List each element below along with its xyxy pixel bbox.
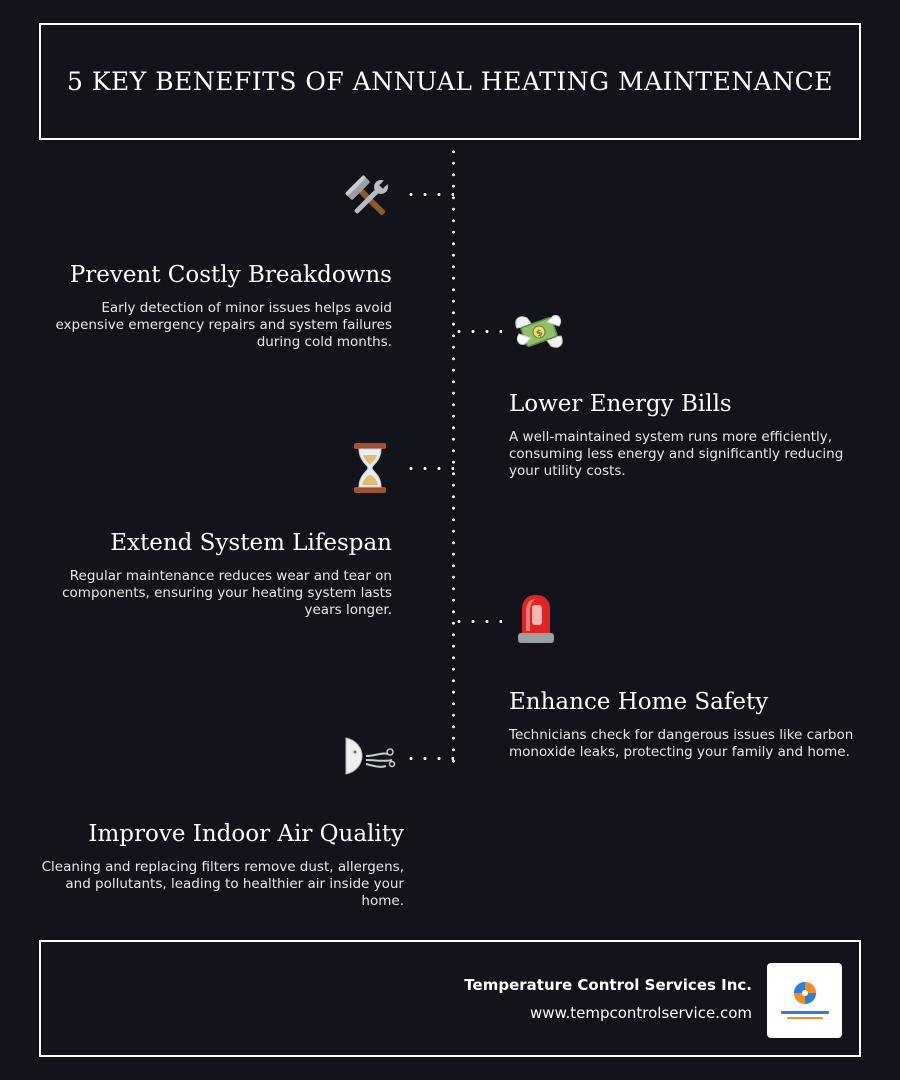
benefit-lower-energy-bills [509, 391, 859, 480]
benefit-description: Technicians check for dangerous issues like carbon monoxide leaks, protecting your family and home. [509, 727, 854, 760]
title-banner [39, 23, 861, 140]
connector-3 [404, 467, 454, 470]
benefit-description: Cleaning and replacing filters remove dust, allergens, and pollutants, leading to healthier air inside your home. [41, 859, 404, 909]
company-logo-icon [767, 963, 842, 1038]
benefit-description: A well-maintained system runs more efficiently, consuming less energy and significantly reducing your utility costs. [509, 429, 844, 479]
timeline-line [452, 146, 455, 764]
company-name: Temperature Control Services Inc. [464, 976, 752, 994]
company-website-link[interactable]: www.tempcontrolservice.com [530, 1004, 752, 1022]
hammer-wrench-icon [341, 171, 397, 227]
wind-face-icon [341, 728, 397, 784]
benefit-air-quality [40, 821, 404, 910]
benefit-home-safety [509, 689, 861, 761]
benefit-heading: Prevent Costly Breakdowns [69, 262, 392, 288]
benefit-heading: Extend System Lifespan [110, 530, 392, 556]
connector-2 [452, 330, 502, 333]
benefit-heading: Lower Energy Bills [509, 391, 732, 417]
benefit-description: Regular maintenance reduces wear and tear on components, ensuring your heating system lasts years longer. [62, 568, 392, 618]
benefit-heading: Enhance Home Safety [509, 689, 769, 715]
page-title: 5 KEY BENEFITS OF ANNUAL HEATING MAINTENANCE [66, 67, 834, 96]
benefit-heading: Improve Indoor Air Quality [88, 821, 404, 847]
benefit-extend-lifespan [40, 530, 392, 619]
benefit-description: Early detection of minor issues helps avoid expensive emergency repairs and system failures during cold months. [55, 300, 392, 350]
connector-5 [404, 757, 454, 760]
svg-text:$: $ [535, 328, 545, 340]
footer-banner [39, 940, 861, 1057]
connector-1 [404, 193, 454, 196]
benefit-prevent-breakdowns [40, 262, 392, 351]
hourglass-icon [342, 440, 398, 496]
rotating-light-icon [508, 590, 564, 646]
connector-4 [452, 620, 502, 623]
money-with-wings-icon [511, 304, 567, 360]
